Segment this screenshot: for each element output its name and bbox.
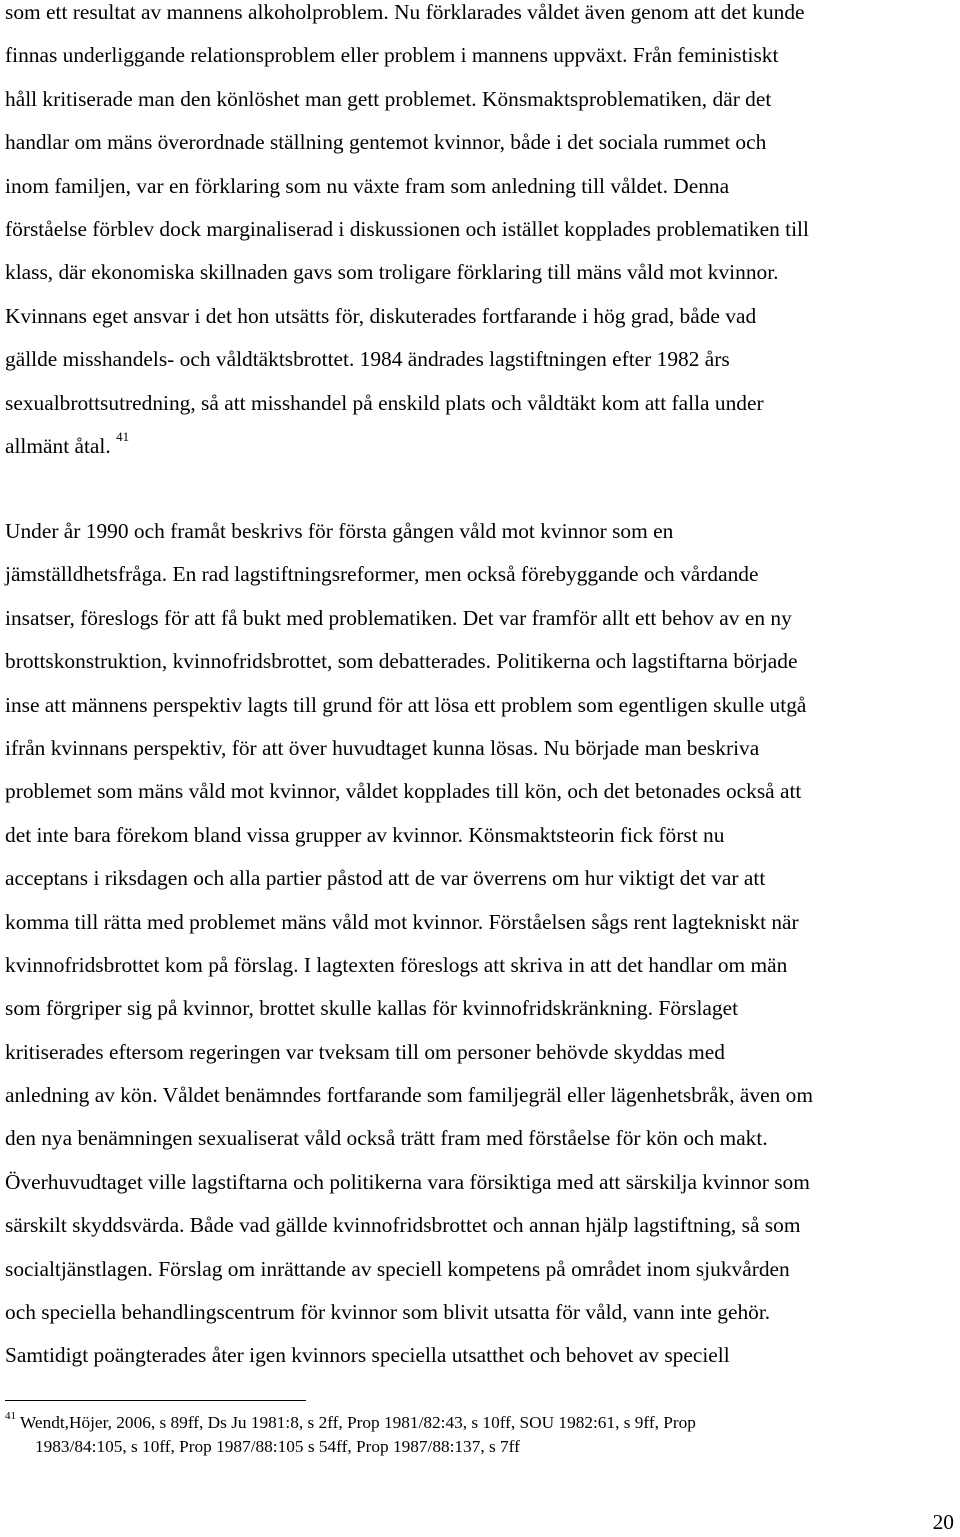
text-line: finnas underliggande relationsproblem eller problem i mannens uppväxt. Från feministiskt (5, 43, 779, 68)
page-number: 20 (932, 1510, 954, 1534)
text-line: den nya benämningen sexualiserat våld också trätt fram med förståelse för kön och makt. (5, 1126, 768, 1151)
text-line: klass, där ekonomiska skillnaden gavs som troligare förklaring till mäns våld mot kvinnor. (5, 260, 779, 285)
text-line: anledning av kön. Våldet benämndes fortfarande som familjegräl eller lägenhetsbråk, även om (5, 1083, 813, 1108)
text-line: Kvinnans eget ansvar i det hon utsätts för, diskuterades fortfarande i hög grad, både vad (5, 303, 757, 328)
text-line: sexualbrottsutredning, så att misshandel på enskild plats och våldtäkt kom att falla under (5, 390, 764, 415)
footnote-line-2 (5, 1435, 945, 1459)
footnote-number: 41 (5, 1410, 16, 1423)
text-line: förståelse förblev dock marginaliserad i diskussionen och istället kopplades problematiken till (5, 216, 809, 241)
text-line: acceptans i riksdagen och alla partier påstod att de var överrens om hur viktigt det var att (5, 866, 766, 891)
footnote-text-2: 1983/84:105, s 10ff, Prop 1987/88:105 s 54ff, Prop 1987/88:137, s 7ff (35, 1437, 520, 1456)
last-line-text: allmänt åtal. (5, 433, 111, 458)
text-line-last (5, 425, 809, 468)
text-line: gällde misshandels- och våldtäktsbrottet. 1984 ändrades lagstiftningen efter 1982 års (5, 347, 730, 372)
footnote-divider (5, 1400, 306, 1401)
text-line: Överhuvudtaget ville lagstiftarna och politikerna vara försiktiga med att särskilja kvinnor som (5, 1169, 810, 1194)
text-line: ifrån kvinnans perspektiv, för att över huvudtaget kunna lösas. Nu började man beskriva (5, 735, 760, 760)
text-line: inse att männens perspektiv lagts till grund för att lösa ett problem som egentligen skulle utgå (5, 692, 807, 717)
text-line: Under år 1990 och framåt beskrivs för första gången våld mot kvinnor som en (5, 519, 674, 543)
footnote-line-1 (5, 1411, 945, 1435)
paragraph-1 (5, 0, 809, 468)
footnote-text-1: Wendt,Höjer, 2006, s 89ff, Ds Ju 1981:8, s 2ff, Prop 1981/82:43, s 10ff, SOU 1982:61, s 9ff, Prop (20, 1413, 696, 1432)
text-line: som förgriper sig på kvinnor, brottet skulle kallas för kvinnofridskränkning. Förslaget (5, 996, 739, 1021)
text-line: håll kritiserade man den könlöshet man gett problemet. Könsmaktsproblematiken, där det (5, 86, 772, 111)
text-line: det inte bara förekom bland vissa grupper av kvinnor. Könsmaktsteorin fick först nu (5, 822, 725, 847)
paragraph-2 (5, 510, 813, 1378)
text-line: kritiserades eftersom regeringen var tveksam till om personer behövde skyddas med (5, 1039, 725, 1064)
text-line: problemet som mäns våld mot kvinnor, våldet kopplades till kön, och det betonades också att (5, 779, 802, 804)
text-line: komma till rätta med problemet mäns våld mot kvinnor. Förståelsen sågs rent lagtekniskt när (5, 909, 799, 934)
text-line: som ett resultat av mannens alkoholproblem. Nu förklarades våldet även genom att det kunde (5, 0, 805, 24)
text-line: och speciella behandlingscentrum för kvinnor som blivit utsatta för våld, vann inte gehör. (5, 1300, 771, 1325)
text-line: socialtjänstlagen. Förslag om inrättande av speciell kompetens på området inom sjukvården (5, 1256, 790, 1281)
text-line: insatser, föreslogs för att få bukt med problematiken. Det var framför allt ett behov av en ny (5, 605, 792, 630)
text-line: Samtidigt poängterades åter igen kvinnors speciella utsatthet och behovet av speciell (5, 1343, 730, 1368)
text-line: kvinnofridsbrottet kom på förslag. I lagtexten föreslogs att skriva in att det handlar om män (5, 952, 788, 977)
text-line: handlar om mäns överordnade ställning gentemot kvinnor, både i det sociala rummet och (5, 130, 767, 155)
footnote (5, 1411, 945, 1459)
footnote-reference[interactable]: 41 (116, 428, 130, 444)
text-line: särskilt skyddsvärda. Både vad gällde kvinnofridsbrottet och annan hjälp lagstiftning, så som (5, 1213, 801, 1238)
text-line: jämställdhetsfråga. En rad lagstiftningsreformer, men också förebyggande och vårdande (5, 562, 759, 587)
text-line: brottskonstruktion, kvinnofridsbrottet, som debatterades. Politikerna och lagstiftarna började (5, 649, 798, 674)
text-line: inom familjen, var en förklaring som nu växte fram som anledning till våldet. Denna (5, 173, 730, 198)
